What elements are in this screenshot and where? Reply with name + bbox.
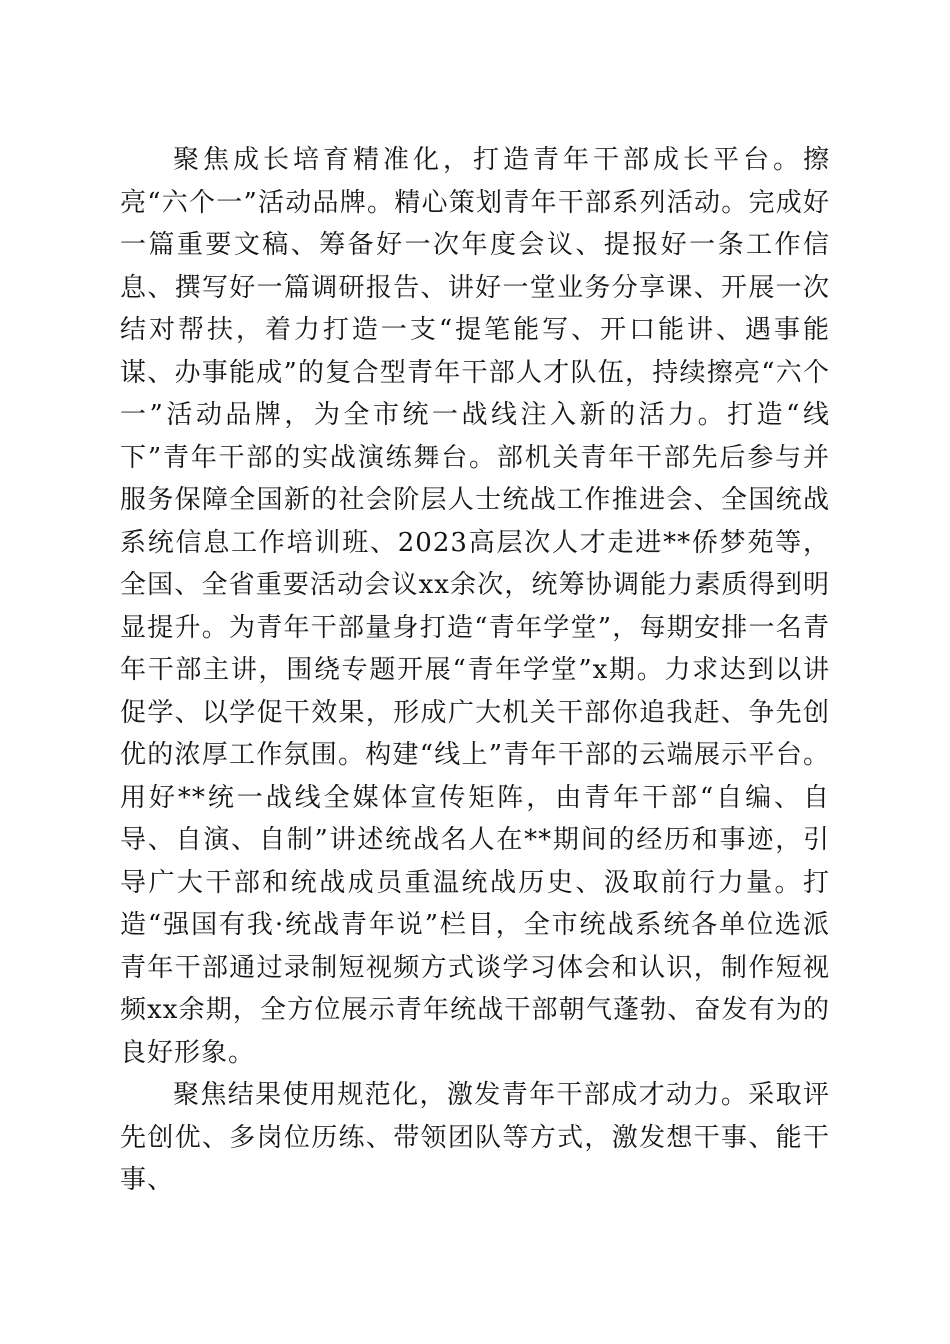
paragraph-results-usage: 聚焦结果使用规范化，激发青年干部成才动力。采取评先创优、多岗位历练、带领团队等方式，激发想干事、能干事、	[120, 1080, 830, 1195]
document-body	[120, 139, 830, 1202]
paragraph-growth-platform: 聚焦成长培育精准化，打造青年干部成长平台。擦亮“六个一”活动品牌。精心策划青年干部系列活动。完成好一篇重要文稿、筹备好一次年度会议、提报好一条工作信息、撰写好一篇调研报告、讲好一堂业务分享课、开展一次结对帮扶，着力打造一支“提笔能写、开口能讲、遇事能谋、办事能成”的复合型青年干部人才队伍，持续擦亮“六个一”活动品牌，为全市统一战线注入新的活力。打造“线下”青年干部的实战演练舞台。部机关青年干部先后参与并服务保障全国新的社会阶层人士统战工作推进会、全国统战系统信息工作培训班、2023高层次人才走进**侨梦苑等，全国、全省重要活动会议xx余次，统筹协调能力素质得到明显提升。为青年干部量身打造“青年学堂”，每期安排一名青年干部主讲，围绕专题开展“青年学堂”x期。力求达到以讲促学、以学促干效果，形成广大机关干部你追我赶、争先创优的浓厚工作氛围。构建“线上”青年干部的云端展示平台。用好**统一战线全媒体宣传矩阵，由青年干部“自编、自导、自演、自制”讲述统战名人在**期间的经历和事迹，引导广大干部和统战成员重温统战历史、汲取前行力量。打造“强国有我·统战青年说”栏目，全市统战系统各单位选派青年干部通过录制短视频方式谈学习体会和认识，制作短视频xx余期，全方位展示青年统战干部朝气蓬勃、奋发有为的良好形象。	[120, 145, 830, 1068]
